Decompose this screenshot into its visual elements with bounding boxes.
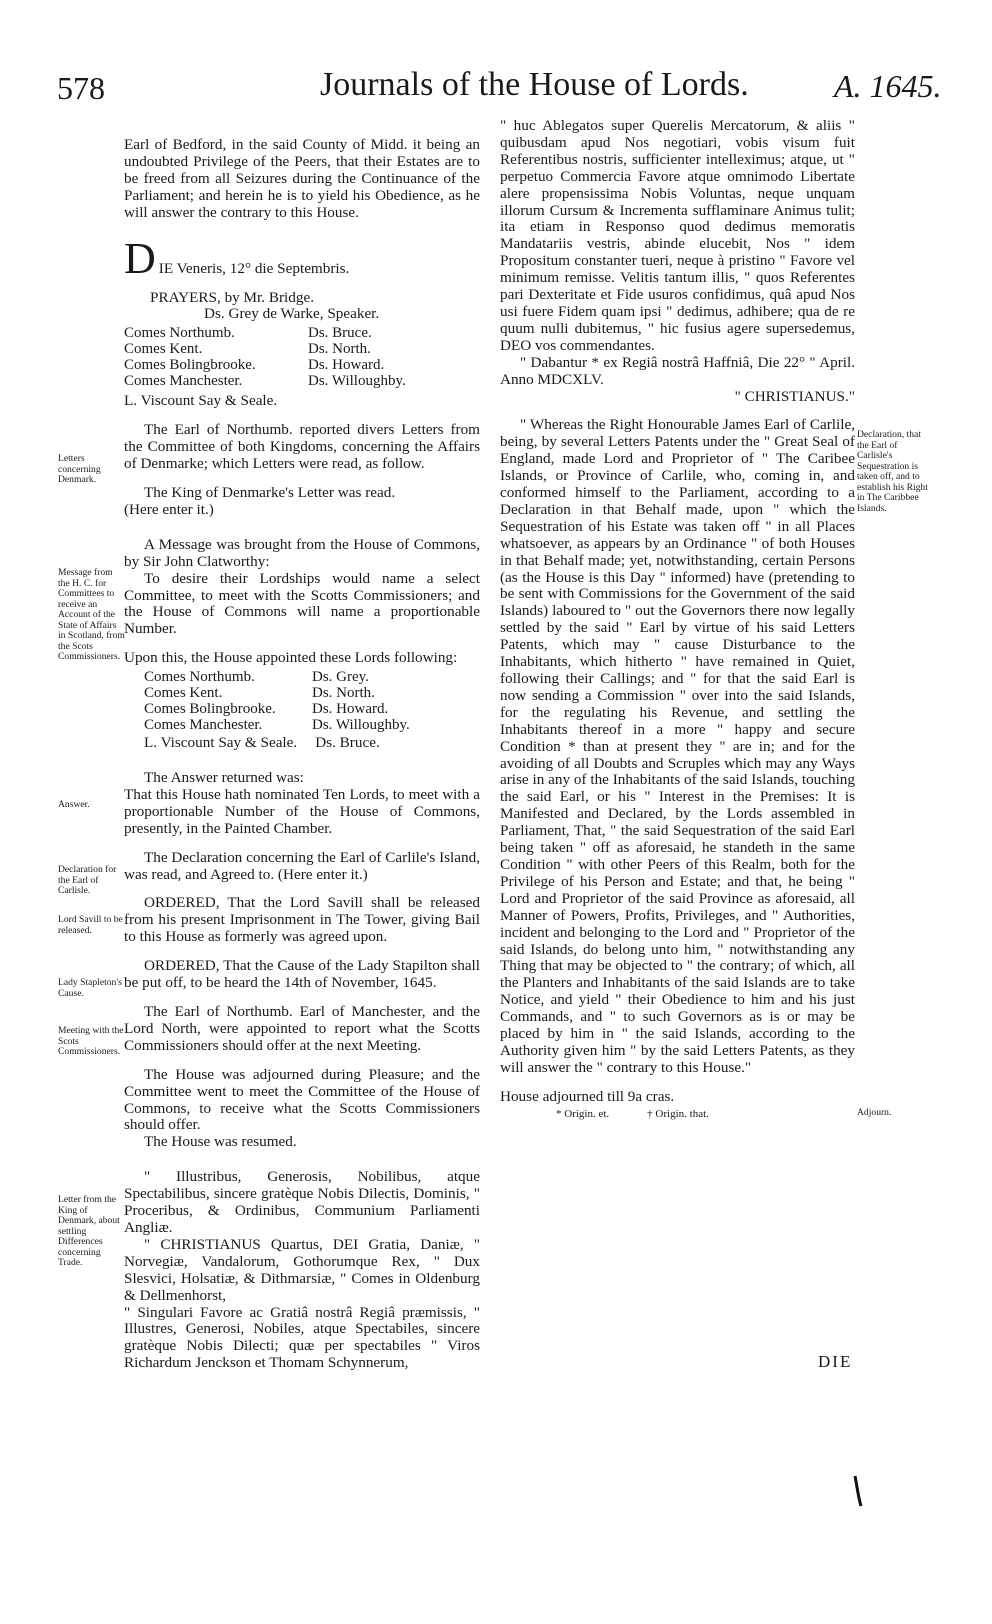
margin-note-savill: Lord Savill to be released. xyxy=(58,914,123,936)
journal-title: Journals of the House of Lords. xyxy=(320,66,749,103)
margin-note-answer: Answer. xyxy=(58,799,90,810)
margin-note-stapleton: Lady Stapleton's Cause. xyxy=(58,977,122,999)
ink-mark xyxy=(852,1474,864,1508)
lord-name: Comes Manchester. xyxy=(124,373,243,390)
margin-note-adjourn: Adjourn. xyxy=(857,1107,892,1118)
viscount-line: L. Viscount Say & Seale. xyxy=(124,392,278,410)
upon-paragraph: Upon this, the House appointed these Lords following: xyxy=(124,649,458,667)
catchword: DIE xyxy=(818,1352,853,1371)
lord-name: Ds. North. xyxy=(308,341,371,358)
speaker-line: Ds. Grey de Warke, Speaker. xyxy=(204,305,380,323)
lord-name: Comes Northumb. xyxy=(144,669,255,686)
stapilton-order: ORDERED, That the Cause of the Lady Stapilton shall be put off, to be heard the 14th of November, 1645. xyxy=(124,957,480,992)
signature-christianus: " CHRISTIANUS." xyxy=(734,387,855,405)
savill-order: ORDERED, That the Lord Savill shall be released from his present Imprisonment in The Tower, giving Bail to this House as formerly was agreed upon. xyxy=(124,894,480,946)
lord-name: Ds. Willoughby. xyxy=(308,373,406,390)
page-number: 578 xyxy=(57,70,105,106)
declaration-paragraph: The Declaration concerning the Earl of Carlile's Island, was read, and Agreed to. (Here enter it.) xyxy=(124,848,480,883)
house-adjourned: House adjourned till 9a cras. xyxy=(500,1087,675,1105)
lord-name: Ds. North. xyxy=(312,685,375,702)
left-column xyxy=(124,137,480,1372)
latin-letter-body: " huc Ablegatos super Querelis Mercatorum, & aliis " quibusdam apud Nos negotiari, vobis visum fuit Referentibus nostris, sufficienter intelleximus; atque, ut " perpetuo Commercia Favore atque omnimodo Libertate alere propensissima Nobis Voluntas, neque unquam illorum Cursum & Incrementa sufflaminare Animus tulit; ita etiam in Responso quod dedimus memoratis Mandatariis vestris, abinde elucebit, Nos " idem Propositum constanter tueri, neque à pristino " Favore vel minimum remisse. Velitis tantum illis, " quos Referentes pari Dexteritate et Fide usuros confidimus, quâ apud Nos usi fuere Fidem quam ipsi " dedimus, adhibere; qua de re quum nulli dubitemus, " hic fusius agere supersedemus, DEO vos commendantes. xyxy=(500,117,855,354)
margin-note-declaration: Declaration for the Earl of Carlisle. xyxy=(58,864,117,896)
king-letter-read: The King of Denmarke's Letter was read. xyxy=(144,483,396,501)
attendance-list xyxy=(124,323,480,393)
message-paragraph: A Message was brought from the House of Commons, by Sir John Clatworthy: xyxy=(124,535,480,570)
dabantur-line: " Dabantur * ex Regiâ nostrâ Haffniâ, Die 22° " April. Anno MDCXLV. xyxy=(500,353,855,388)
lord-name: Ds. Willoughby. xyxy=(312,717,410,734)
adjourned-paragraph: The House was adjourned during Pleasure; and the Committee went to meet the Committee of the House of Commons, to receive what the Scotts Commissioners should offer. xyxy=(124,1065,480,1134)
intro-paragraph: Earl of Bedford, in the said County of Midd. it being an undoubted Privilege of the Peers, that their Estates are to be freed from all Seizures during the Continuance of the Parliament; and herein he is to yield his Obedience, as he will answer the contrary to this House. xyxy=(124,136,480,221)
margin-note-meeting: Meeting with the Scots Commissioners. xyxy=(58,1025,124,1057)
committee-list xyxy=(144,667,480,735)
viscount-line: L. Viscount Say & Seale. Ds. Bruce. xyxy=(144,734,380,752)
footnotes: * Origin. et. † Origin. that. xyxy=(556,1107,709,1120)
margin-note-message: Message from the H. C. for Committees to receive an Account of the State of Affairs in Scotland, from the Scots Commissioners. xyxy=(58,567,125,662)
margin-note-carlisle: Declaration, that the Earl of Carlisle's Sequestration is taken off, and to establish his Right in The Caribbee Islands. xyxy=(857,429,928,514)
resumed-paragraph: The House was resumed. xyxy=(144,1133,297,1151)
answer-paragraph: That this House hath nominated Ten Lords, to meet with a proportionable Number of the House of Commons, presently, in the Painted Chamber. xyxy=(124,785,480,837)
lord-name: Comes Kent. xyxy=(144,685,223,702)
answer-returned: The Answer returned was: xyxy=(144,769,304,787)
margin-note-king-letter: Letter from the King of Denmark, about settling Differences concerning Trade. xyxy=(58,1194,120,1268)
running-head xyxy=(0,66,992,116)
lord-name: Comes Northumb. xyxy=(124,325,235,342)
carlile-declaration: " Whereas the Right Honourable James Earl of Carlile, being, by several Letters Patents under the " Great Seal of England, made Lord and Proprietor of " The Caribee Islands, or Province of Carlile, who, coming in, and conformed himself to the Parliament, according to a Declaration in that Behalf made, upon " which the Sequestration of his Estate was taken off " in all Places whatsoever, as appears by an Ordinance " of both Houses in that Behalf made; yet, notwithstanding, certain Persons (as the House is this Day " informed) have (pretending to be sent with Commissions for the Government of the said Islands) laboured to " out the Governors there now legally settled by the said " Earl by virtue of his said Letters Patents, which may " cause Disturbance to the Inhabitants, which hitherto " have remained in Quiet, following their Callings; and " for that the said Earl is now sending a Commission " over into the said Islands, for the regulating his Revenue, and settling the Inhabitants thereof in a more " happy and secure Condition * than at present they " are in; and for the avoiding of all Doubts and Scruples which may any Ways arise in any of the Inhabitants of the said Islands, touching the said Earl, or his " Interest in the Premises: It is Manifested and Declared, by the Lords assembled in Parliament, That, " the said Sequestration of the said Earl being taken " off as aforesaid, he standeth in the same Condition " with other Peers of this Realm, both for the Privilege of his Person and Estate; and that, he being " Lord and Proprietor of the said Province as aforesaid, all Manner of Powers, Profits, Privileges, and " Authorities, incident and belonging to the Lord and " Proprietor of the said Islands, do belong unto him, " notwithstanding any Thing that may be objected to " the contrary; of which, all the Planters and Inhabitants of the said Islands are to take Notice, and yield " their Obedience to him and his just Commands, and " to such Governors as is or may be placed by him in " the said Islands, according to the Authority given him " by the said Letters Patents, as they will answer the " contrary to this House." xyxy=(500,416,855,1076)
lord-name: Ds. Howard. xyxy=(308,357,385,374)
latin-titles: " CHRISTIANUS Quartus, DEI Gratia, Daniæ, " Norvegiæ, Vandalorum, Gothorumque Rex, " Dux Slesvici, Holsatiæ, & Dithmarsiæ, " Comes in Oldenburg & Dellmenhorst, xyxy=(124,1235,480,1304)
latin-address: " Illustribus, Generosis, Nobilibus, atque Spectabilibus, sincere gratèque Nobis Dilectis, Dominis, " Proceribus, & Ordinibus, Communium Parliamenti Angliæ. xyxy=(124,1168,480,1236)
meeting-paragraph: The Earl of Northumb. Earl of Manchester, and the Lord North, were appointed to report what the Scotts Commissioners should offer at the next Meeting. xyxy=(124,1003,480,1054)
enter-note: (Here enter it.) xyxy=(124,500,214,518)
lord-name: Ds. Bruce. xyxy=(308,325,372,342)
lord-name: Comes Bolingbrooke. xyxy=(124,357,256,374)
lord-name: Ds. Howard. xyxy=(312,701,389,718)
lord-name: Ds. Bruce. xyxy=(315,734,380,752)
letters-paragraph: The Earl of Northumb. reported divers Letters from the Committee of both Kingdoms, concerning the Affairs of Denmarke; which Letters were read, as follow. xyxy=(124,421,480,473)
drop-cap: D xyxy=(124,233,156,283)
year: A. 1645. xyxy=(834,68,942,104)
right-column xyxy=(500,118,855,1123)
latin-opening: " Singulari Favore ac Gratiâ nostrâ Regiâ præmissis, " Illustres, Generosi, Nobiles, atque Spectabiles, sincere gratèque Nobis Dilecti; quæ per spectabiles " Viros Richardum Jenckson et Thomam Schynnerum, xyxy=(124,1303,480,1372)
margin-note-letters: Letters concerning Denmark. xyxy=(58,453,101,485)
lord-name: Comes Manchester. xyxy=(144,717,263,734)
lord-name: Ds. Grey. xyxy=(312,669,369,686)
prayers-line: PRAYERS, by Mr. Bridge. xyxy=(150,288,314,306)
lord-name: Comes Bolingbrooke. xyxy=(144,701,276,718)
lord-name: Comes Kent. xyxy=(124,341,203,358)
desire-paragraph: To desire their Lordships would name a select Committee, to meet with the Scotts Commissioners; and the House of Commons will name a proportionable Number. xyxy=(124,569,480,638)
date-heading: DIE Veneris, 12° die Septembris. xyxy=(124,233,350,283)
